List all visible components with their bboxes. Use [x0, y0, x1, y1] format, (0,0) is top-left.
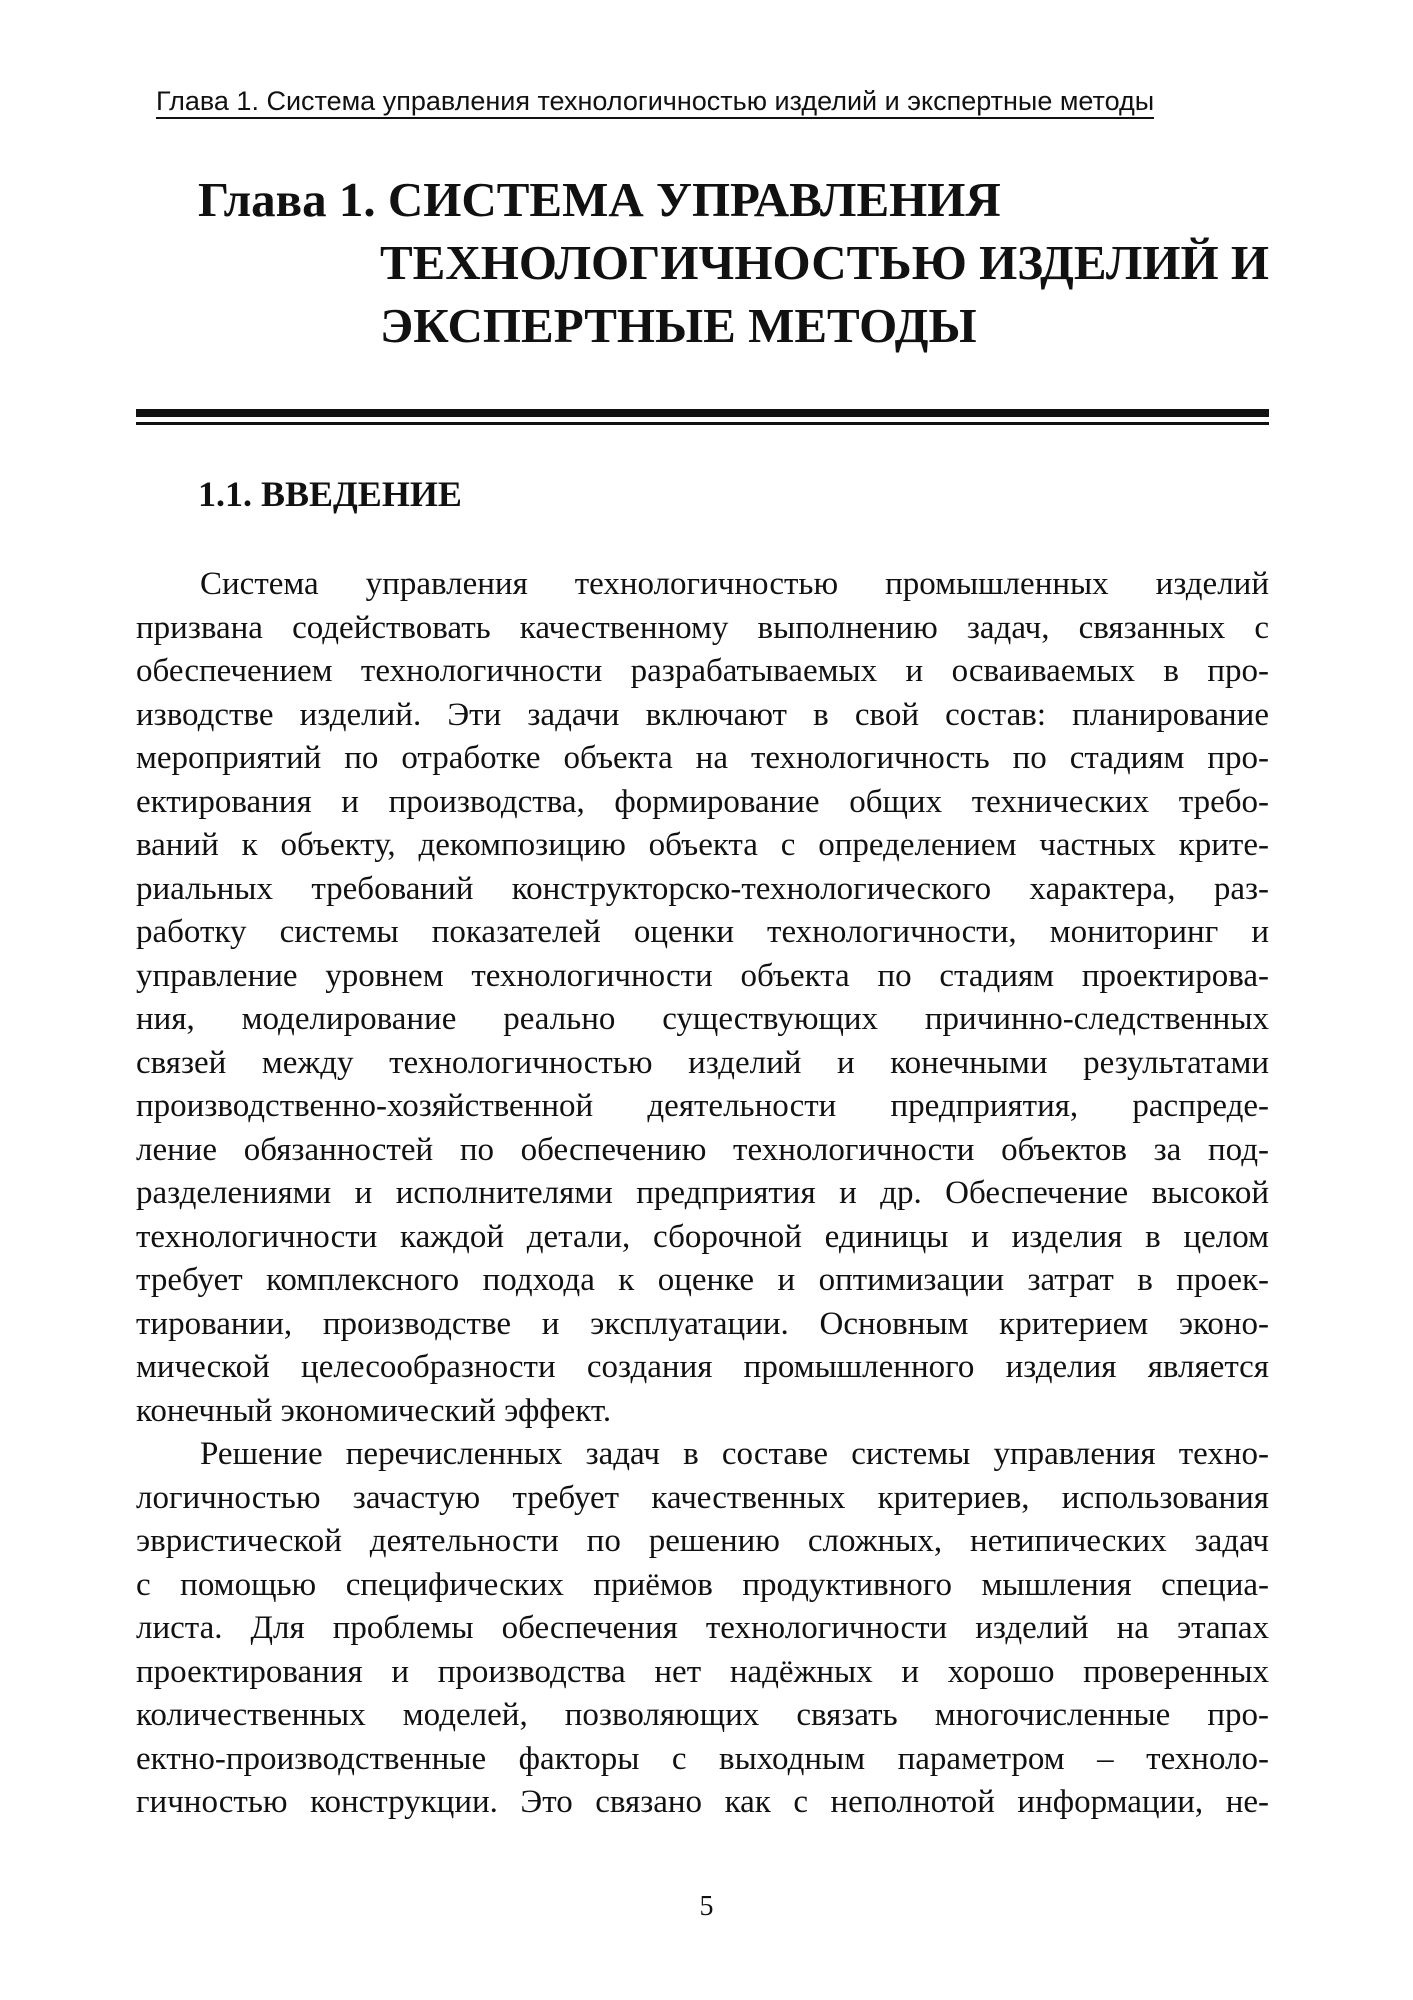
text-line: требует комплексного подхода к оценке и оптимизации затрат в проек- — [136, 1262, 1269, 1298]
text-line: Решение перечисленных задач в составе системы управления техно- — [200, 1436, 1269, 1472]
text-line: мероприятий по отработке объекта на технологичность по стадиям про- — [136, 740, 1269, 776]
text-line: работку системы показателей оценки технологичности, мониторинг и — [136, 914, 1269, 950]
text-line: риальных требований конструкторско-технологического характера, раз- — [136, 870, 1269, 907]
text-line: эвристической деятельности по решению сложных, нетипических задач — [136, 1523, 1269, 1559]
text-line: призвана содействовать качественному выполнению задач, связанных с — [136, 609, 1269, 646]
text-line: мической целесообразности создания промышленного изделия является — [136, 1349, 1269, 1385]
text-line: логичностью зачастую требует качественных критериев, использования — [136, 1479, 1269, 1516]
text-line: производственно-хозяйственной деятельности предприятия, распреде- — [136, 1088, 1269, 1124]
text-line: конечный экономический эффект. — [136, 1392, 612, 1429]
text-line: ваний к объекту, декомпозицию объекта с определением частных крите- — [136, 827, 1269, 863]
text-line: связей между технологичностью изделий и конечными результатами — [136, 1044, 1269, 1081]
body-text — [136, 563, 1269, 1825]
text-line: тировании, производстве и эксплуатации. Основным критерием эконо- — [136, 1305, 1269, 1342]
chapter-title — [198, 168, 1269, 357]
text-line: управление уровнем технологичности объекта по стадиям проектирова- — [136, 957, 1269, 994]
text-line: ния, моделирование реально существующих причинно-следственных — [136, 1001, 1269, 1037]
text-line: гичностью конструкции. Это связано как с неполнотой информации, не- — [136, 1784, 1269, 1820]
paragraph — [136, 563, 1269, 1433]
text-line: Система управления технологичностью промышленных изделий — [200, 566, 1269, 602]
text-line: ектно-производственные факторы с выходным параметром – техноло- — [136, 1740, 1269, 1777]
running-header-text: Глава 1. Система управления технологичностью изделий и экспертные методы — [156, 86, 1154, 119]
text-line: разделениями и исполнителями предприятия и др. Обеспечение высокой — [136, 1175, 1269, 1211]
text-line: изводстве изделий. Эти задачи включают в свой состав: планирование — [136, 696, 1269, 733]
title-divider-thick — [136, 409, 1269, 417]
running-header — [156, 84, 1256, 118]
text-line: количественных моделей, позволяющих связать многочисленные про- — [136, 1697, 1269, 1733]
text-line: ектирования и производства, формирование общих технических требо- — [136, 783, 1269, 820]
text-line: листа. Для проблемы обеспечения технологичности изделий на этапах — [136, 1610, 1269, 1646]
page-number: 5 — [699, 1891, 714, 1922]
chapter-title-line: ТЕХНОЛОГИЧНОСТЬЮ ИЗДЕЛИЙ И — [380, 235, 1269, 290]
text-line: технологичности каждой детали, сборочной единицы и изделия в целом — [136, 1218, 1269, 1255]
section-title: 1.1. ВВЕДЕНИЕ — [198, 474, 462, 514]
chapter-title-line: Глава 1. СИСТЕМА УПРАВЛЕНИЯ — [198, 172, 1001, 227]
text-line: проектирования и производства нет надёжных и хорошо проверенных — [136, 1653, 1269, 1690]
paragraph — [136, 1433, 1269, 1825]
text-line: с помощью специфических приёмов продуктивного мышления специа- — [136, 1566, 1269, 1603]
chapter-title-line: ЭКСПЕРТНЫЕ МЕТОДЫ — [380, 298, 977, 353]
text-line: обеспечением технологичности разрабатываемых и осваиваемых в про- — [136, 653, 1269, 689]
text-line: ление обязанностей по обеспечению технологичности объектов за под- — [136, 1131, 1269, 1168]
title-divider-thin — [136, 422, 1269, 425]
